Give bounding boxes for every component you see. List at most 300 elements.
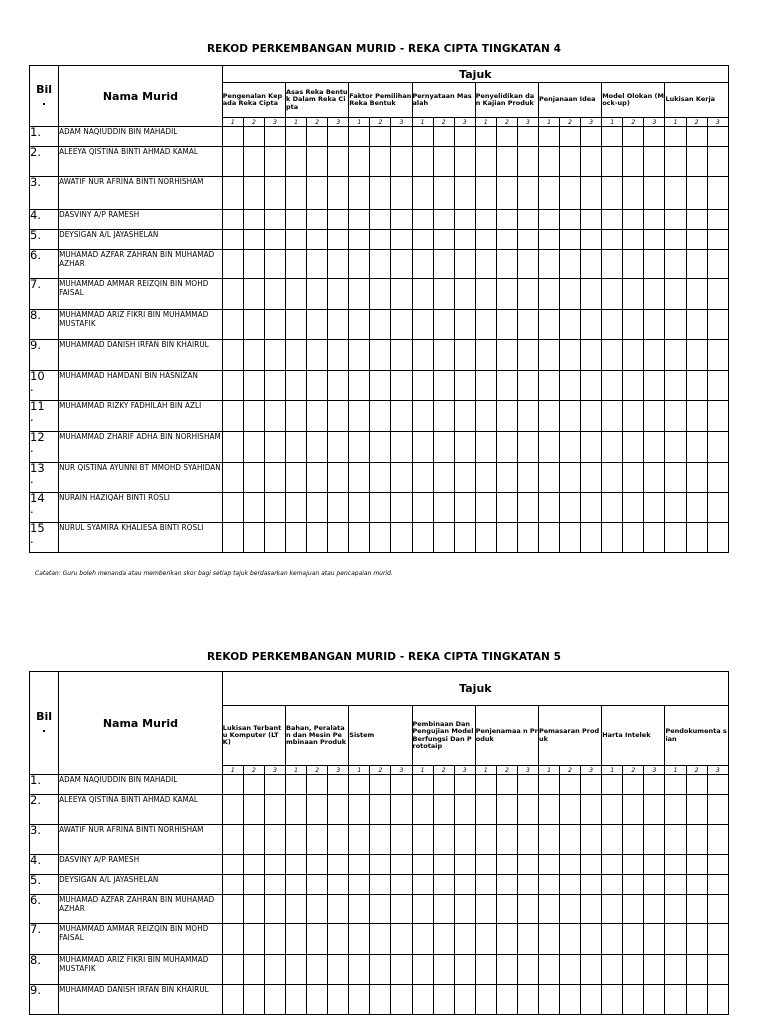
score-cell[interactable] [560, 127, 581, 147]
score-cell[interactable] [581, 775, 602, 795]
score-cell[interactable] [412, 147, 433, 177]
score-cell[interactable] [665, 250, 686, 279]
score-cell[interactable] [707, 825, 728, 855]
score-cell[interactable] [391, 310, 412, 340]
score-cell[interactable] [307, 210, 328, 230]
score-cell[interactable] [538, 523, 559, 553]
score-cell[interactable] [328, 177, 349, 210]
score-cell[interactable] [686, 985, 707, 1015]
score-cell[interactable] [602, 371, 623, 401]
score-cell[interactable] [264, 775, 285, 795]
score-cell[interactable] [433, 340, 454, 371]
score-cell[interactable] [433, 924, 454, 955]
score-cell[interactable] [707, 230, 728, 250]
score-cell[interactable] [475, 279, 496, 310]
score-cell[interactable] [391, 895, 412, 924]
score-cell[interactable] [391, 177, 412, 210]
score-cell[interactable] [644, 463, 665, 493]
score-cell[interactable] [707, 371, 728, 401]
score-cell[interactable] [623, 127, 644, 147]
score-cell[interactable] [370, 775, 391, 795]
score-cell[interactable] [328, 310, 349, 340]
score-cell[interactable] [623, 371, 644, 401]
score-cell[interactable] [264, 279, 285, 310]
score-cell[interactable] [222, 985, 243, 1015]
score-cell[interactable] [581, 432, 602, 463]
score-cell[interactable] [349, 210, 370, 230]
score-cell[interactable] [286, 340, 307, 371]
score-cell[interactable] [264, 147, 285, 177]
score-cell[interactable] [243, 432, 264, 463]
score-cell[interactable] [349, 895, 370, 924]
score-cell[interactable] [328, 340, 349, 371]
score-cell[interactable] [496, 371, 517, 401]
score-cell[interactable] [433, 127, 454, 147]
score-cell[interactable] [454, 279, 475, 310]
score-cell[interactable] [222, 310, 243, 340]
score-cell[interactable] [686, 340, 707, 371]
score-cell[interactable] [496, 895, 517, 924]
score-cell[interactable] [538, 127, 559, 147]
score-cell[interactable] [264, 371, 285, 401]
score-cell[interactable] [538, 340, 559, 371]
score-cell[interactable] [370, 177, 391, 210]
score-cell[interactable] [349, 523, 370, 553]
score-cell[interactable] [517, 401, 538, 432]
score-cell[interactable] [581, 401, 602, 432]
score-cell[interactable] [475, 875, 496, 895]
score-cell[interactable] [328, 895, 349, 924]
score-cell[interactable] [560, 924, 581, 955]
score-cell[interactable] [602, 177, 623, 210]
score-cell[interactable] [454, 855, 475, 875]
score-cell[interactable] [560, 279, 581, 310]
score-cell[interactable] [328, 795, 349, 825]
score-cell[interactable] [581, 147, 602, 177]
score-cell[interactable] [644, 775, 665, 795]
score-cell[interactable] [496, 825, 517, 855]
score-cell[interactable] [665, 924, 686, 955]
score-cell[interactable] [349, 127, 370, 147]
score-cell[interactable] [370, 279, 391, 310]
score-cell[interactable] [602, 493, 623, 523]
score-cell[interactable] [707, 177, 728, 210]
score-cell[interactable] [644, 825, 665, 855]
score-cell[interactable] [665, 371, 686, 401]
score-cell[interactable] [349, 985, 370, 1015]
score-cell[interactable] [454, 875, 475, 895]
score-cell[interactable] [496, 463, 517, 493]
score-cell[interactable] [602, 895, 623, 924]
score-cell[interactable] [307, 463, 328, 493]
score-cell[interactable] [264, 310, 285, 340]
score-cell[interactable] [644, 230, 665, 250]
score-cell[interactable] [517, 432, 538, 463]
score-cell[interactable] [454, 493, 475, 523]
score-cell[interactable] [496, 279, 517, 310]
score-cell[interactable] [644, 340, 665, 371]
score-cell[interactable] [222, 463, 243, 493]
score-cell[interactable] [222, 279, 243, 310]
score-cell[interactable] [538, 875, 559, 895]
score-cell[interactable] [602, 279, 623, 310]
score-cell[interactable] [623, 955, 644, 985]
score-cell[interactable] [623, 230, 644, 250]
score-cell[interactable] [602, 147, 623, 177]
score-cell[interactable] [560, 340, 581, 371]
score-cell[interactable] [581, 895, 602, 924]
score-cell[interactable] [686, 432, 707, 463]
score-cell[interactable] [243, 795, 264, 825]
score-cell[interactable] [243, 825, 264, 855]
score-cell[interactable] [581, 310, 602, 340]
score-cell[interactable] [307, 230, 328, 250]
score-cell[interactable] [707, 127, 728, 147]
score-cell[interactable] [602, 401, 623, 432]
score-cell[interactable] [412, 310, 433, 340]
score-cell[interactable] [538, 230, 559, 250]
score-cell[interactable] [433, 279, 454, 310]
score-cell[interactable] [644, 955, 665, 985]
score-cell[interactable] [560, 985, 581, 1015]
score-cell[interactable] [391, 340, 412, 371]
score-cell[interactable] [370, 955, 391, 985]
score-cell[interactable] [328, 985, 349, 1015]
score-cell[interactable] [644, 895, 665, 924]
score-cell[interactable] [433, 875, 454, 895]
score-cell[interactable] [665, 401, 686, 432]
score-cell[interactable] [686, 127, 707, 147]
score-cell[interactable] [686, 230, 707, 250]
score-cell[interactable] [433, 855, 454, 875]
score-cell[interactable] [370, 795, 391, 825]
score-cell[interactable] [286, 825, 307, 855]
score-cell[interactable] [496, 310, 517, 340]
score-cell[interactable] [517, 895, 538, 924]
score-cell[interactable] [560, 310, 581, 340]
score-cell[interactable] [686, 177, 707, 210]
score-cell[interactable] [602, 985, 623, 1015]
score-cell[interactable] [454, 924, 475, 955]
score-cell[interactable] [349, 825, 370, 855]
score-cell[interactable] [665, 127, 686, 147]
score-cell[interactable] [517, 127, 538, 147]
score-cell[interactable] [644, 210, 665, 230]
score-cell[interactable] [538, 279, 559, 310]
score-cell[interactable] [243, 177, 264, 210]
score-cell[interactable] [412, 432, 433, 463]
score-cell[interactable] [686, 250, 707, 279]
score-cell[interactable] [391, 432, 412, 463]
score-cell[interactable] [538, 250, 559, 279]
score-cell[interactable] [243, 230, 264, 250]
score-cell[interactable] [370, 147, 391, 177]
score-cell[interactable] [222, 825, 243, 855]
score-cell[interactable] [707, 895, 728, 924]
score-cell[interactable] [602, 825, 623, 855]
score-cell[interactable] [665, 310, 686, 340]
score-cell[interactable] [264, 924, 285, 955]
score-cell[interactable] [264, 432, 285, 463]
score-cell[interactable] [391, 127, 412, 147]
score-cell[interactable] [686, 795, 707, 825]
score-cell[interactable] [433, 210, 454, 230]
score-cell[interactable] [264, 177, 285, 210]
score-cell[interactable] [454, 955, 475, 985]
score-cell[interactable] [349, 795, 370, 825]
score-cell[interactable] [222, 340, 243, 371]
score-cell[interactable] [328, 463, 349, 493]
score-cell[interactable] [243, 401, 264, 432]
score-cell[interactable] [412, 924, 433, 955]
score-cell[interactable] [370, 895, 391, 924]
score-cell[interactable] [454, 371, 475, 401]
score-cell[interactable] [307, 523, 328, 553]
score-cell[interactable] [623, 985, 644, 1015]
score-cell[interactable] [517, 523, 538, 553]
score-cell[interactable] [707, 401, 728, 432]
score-cell[interactable] [454, 340, 475, 371]
score-cell[interactable] [349, 340, 370, 371]
score-cell[interactable] [264, 250, 285, 279]
score-cell[interactable] [581, 340, 602, 371]
score-cell[interactable] [602, 955, 623, 985]
score-cell[interactable] [264, 955, 285, 985]
score-cell[interactable] [243, 147, 264, 177]
score-cell[interactable] [560, 775, 581, 795]
score-cell[interactable] [243, 875, 264, 895]
score-cell[interactable] [349, 230, 370, 250]
score-cell[interactable] [517, 177, 538, 210]
score-cell[interactable] [623, 432, 644, 463]
score-cell[interactable] [391, 147, 412, 177]
score-cell[interactable] [475, 177, 496, 210]
score-cell[interactable] [475, 340, 496, 371]
score-cell[interactable] [370, 250, 391, 279]
score-cell[interactable] [496, 985, 517, 1015]
score-cell[interactable] [517, 955, 538, 985]
score-cell[interactable] [264, 401, 285, 432]
score-cell[interactable] [665, 825, 686, 855]
score-cell[interactable] [222, 795, 243, 825]
score-cell[interactable] [370, 127, 391, 147]
score-cell[interactable] [454, 523, 475, 553]
score-cell[interactable] [560, 523, 581, 553]
score-cell[interactable] [644, 523, 665, 553]
score-cell[interactable] [286, 523, 307, 553]
score-cell[interactable] [686, 371, 707, 401]
score-cell[interactable] [475, 985, 496, 1015]
score-cell[interactable] [222, 523, 243, 553]
score-cell[interactable] [560, 210, 581, 230]
score-cell[interactable] [222, 177, 243, 210]
score-cell[interactable] [286, 371, 307, 401]
score-cell[interactable] [433, 463, 454, 493]
score-cell[interactable] [496, 493, 517, 523]
score-cell[interactable] [560, 875, 581, 895]
score-cell[interactable] [307, 875, 328, 895]
score-cell[interactable] [349, 147, 370, 177]
score-cell[interactable] [454, 795, 475, 825]
score-cell[interactable] [286, 493, 307, 523]
score-cell[interactable] [454, 127, 475, 147]
score-cell[interactable] [412, 875, 433, 895]
score-cell[interactable] [391, 795, 412, 825]
score-cell[interactable] [623, 855, 644, 875]
score-cell[interactable] [433, 795, 454, 825]
score-cell[interactable] [307, 855, 328, 875]
score-cell[interactable] [686, 279, 707, 310]
score-cell[interactable] [686, 775, 707, 795]
score-cell[interactable] [623, 310, 644, 340]
score-cell[interactable] [222, 371, 243, 401]
score-cell[interactable] [475, 493, 496, 523]
score-cell[interactable] [222, 493, 243, 523]
score-cell[interactable] [286, 875, 307, 895]
score-cell[interactable] [370, 875, 391, 895]
score-cell[interactable] [328, 279, 349, 310]
score-cell[interactable] [665, 895, 686, 924]
score-cell[interactable] [686, 895, 707, 924]
score-cell[interactable] [243, 127, 264, 147]
score-cell[interactable] [391, 855, 412, 875]
score-cell[interactable] [538, 955, 559, 985]
score-cell[interactable] [433, 310, 454, 340]
score-cell[interactable] [433, 250, 454, 279]
score-cell[interactable] [391, 875, 412, 895]
score-cell[interactable] [433, 985, 454, 1015]
score-cell[interactable] [707, 924, 728, 955]
score-cell[interactable] [644, 795, 665, 825]
score-cell[interactable] [328, 147, 349, 177]
score-cell[interactable] [433, 371, 454, 401]
score-cell[interactable] [264, 985, 285, 1015]
score-cell[interactable] [581, 230, 602, 250]
score-cell[interactable] [222, 432, 243, 463]
score-cell[interactable] [433, 825, 454, 855]
score-cell[interactable] [412, 775, 433, 795]
score-cell[interactable] [222, 775, 243, 795]
score-cell[interactable] [623, 147, 644, 177]
score-cell[interactable] [560, 250, 581, 279]
score-cell[interactable] [391, 371, 412, 401]
score-cell[interactable] [243, 955, 264, 985]
score-cell[interactable] [707, 955, 728, 985]
score-cell[interactable] [707, 432, 728, 463]
score-cell[interactable] [538, 895, 559, 924]
score-cell[interactable] [286, 279, 307, 310]
score-cell[interactable] [222, 250, 243, 279]
score-cell[interactable] [243, 775, 264, 795]
score-cell[interactable] [307, 924, 328, 955]
score-cell[interactable] [602, 463, 623, 493]
score-cell[interactable] [644, 401, 665, 432]
score-cell[interactable] [517, 371, 538, 401]
score-cell[interactable] [370, 230, 391, 250]
score-cell[interactable] [264, 795, 285, 825]
score-cell[interactable] [623, 523, 644, 553]
score-cell[interactable] [665, 775, 686, 795]
score-cell[interactable] [686, 463, 707, 493]
score-cell[interactable] [243, 523, 264, 553]
score-cell[interactable] [222, 924, 243, 955]
score-cell[interactable] [328, 401, 349, 432]
score-cell[interactable] [243, 895, 264, 924]
score-cell[interactable] [454, 250, 475, 279]
score-cell[interactable] [496, 795, 517, 825]
score-cell[interactable] [264, 230, 285, 250]
score-cell[interactable] [665, 147, 686, 177]
score-cell[interactable] [517, 230, 538, 250]
score-cell[interactable] [412, 127, 433, 147]
score-cell[interactable] [644, 924, 665, 955]
score-cell[interactable] [665, 432, 686, 463]
score-cell[interactable] [370, 310, 391, 340]
score-cell[interactable] [623, 795, 644, 825]
score-cell[interactable] [243, 340, 264, 371]
score-cell[interactable] [665, 855, 686, 875]
score-cell[interactable] [349, 855, 370, 875]
score-cell[interactable] [602, 250, 623, 279]
score-cell[interactable] [560, 230, 581, 250]
score-cell[interactable] [517, 875, 538, 895]
score-cell[interactable] [707, 523, 728, 553]
score-cell[interactable] [496, 250, 517, 279]
score-cell[interactable] [665, 985, 686, 1015]
score-cell[interactable] [496, 340, 517, 371]
score-cell[interactable] [412, 463, 433, 493]
score-cell[interactable] [517, 924, 538, 955]
score-cell[interactable] [623, 924, 644, 955]
score-cell[interactable] [602, 855, 623, 875]
score-cell[interactable] [581, 924, 602, 955]
score-cell[interactable] [538, 310, 559, 340]
score-cell[interactable] [538, 210, 559, 230]
score-cell[interactable] [286, 432, 307, 463]
score-cell[interactable] [286, 985, 307, 1015]
score-cell[interactable] [370, 985, 391, 1015]
score-cell[interactable] [349, 279, 370, 310]
score-cell[interactable] [454, 210, 475, 230]
score-cell[interactable] [307, 895, 328, 924]
score-cell[interactable] [412, 825, 433, 855]
score-cell[interactable] [707, 875, 728, 895]
score-cell[interactable] [496, 875, 517, 895]
score-cell[interactable] [391, 924, 412, 955]
score-cell[interactable] [475, 230, 496, 250]
score-cell[interactable] [581, 463, 602, 493]
score-cell[interactable] [475, 955, 496, 985]
score-cell[interactable] [644, 371, 665, 401]
score-cell[interactable] [286, 895, 307, 924]
score-cell[interactable] [391, 955, 412, 985]
score-cell[interactable] [644, 855, 665, 875]
score-cell[interactable] [433, 230, 454, 250]
score-cell[interactable] [686, 147, 707, 177]
score-cell[interactable] [665, 177, 686, 210]
score-cell[interactable] [391, 523, 412, 553]
score-cell[interactable] [243, 210, 264, 230]
score-cell[interactable] [328, 924, 349, 955]
score-cell[interactable] [307, 401, 328, 432]
score-cell[interactable] [307, 955, 328, 985]
score-cell[interactable] [286, 855, 307, 875]
score-cell[interactable] [560, 401, 581, 432]
score-cell[interactable] [370, 855, 391, 875]
score-cell[interactable] [686, 825, 707, 855]
score-cell[interactable] [644, 432, 665, 463]
score-cell[interactable] [370, 371, 391, 401]
